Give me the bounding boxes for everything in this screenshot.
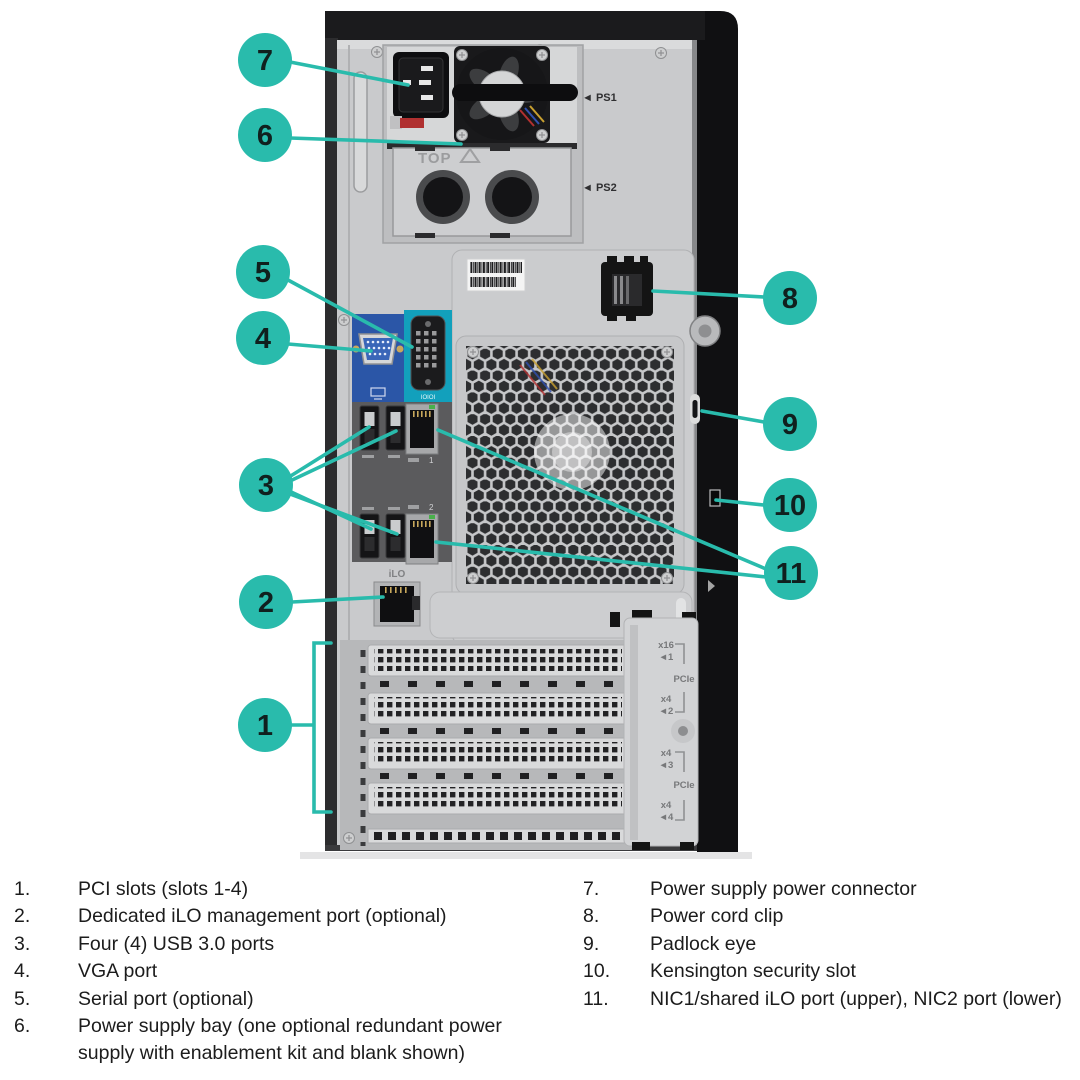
- pci-slot-blank: [368, 783, 628, 814]
- callout-2: [239, 575, 293, 629]
- pci-slot-blank: [368, 738, 628, 769]
- legend-item-9: [583, 931, 1080, 958]
- ilo-label: iLO: [388, 569, 406, 580]
- chassis-left-edge: [325, 38, 338, 848]
- panel-groove: [354, 72, 367, 192]
- legend-item-11: [583, 986, 1080, 1013]
- legend-num: 8.: [583, 905, 600, 928]
- legend-item-2: [14, 903, 534, 930]
- legend-item-3: [14, 931, 534, 958]
- network-icon: [408, 458, 419, 462]
- legend-item-10: [583, 958, 1080, 985]
- legend-item-8: [583, 903, 1080, 930]
- svg-text:9: 9: [781, 409, 799, 441]
- top-label: TOP: [418, 150, 452, 167]
- svg-text:5: 5: [254, 257, 272, 289]
- legend-num: 7.: [583, 878, 600, 900]
- legend-text: Power supply bay (one optional redundant power supply with enablement kit and blank shown): [78, 1015, 502, 1065]
- legend-item-4: [14, 958, 534, 985]
- psu-handle: [452, 84, 578, 101]
- legend-item-6: [14, 1013, 534, 1068]
- riser-pcie-lower: PCIe: [673, 780, 695, 791]
- legend-text: Power cord clip: [650, 905, 784, 928]
- callout-8: [763, 271, 817, 325]
- legend-num: 2.: [14, 905, 31, 928]
- screw: [339, 315, 350, 326]
- ps1-label: ◄ PS1: [582, 92, 617, 104]
- callout-7: [238, 33, 292, 87]
- callout-10: [763, 478, 817, 532]
- riser-slot1-num: ◄1: [658, 652, 674, 663]
- legend-num: 4.: [14, 960, 31, 983]
- legend-text: Kensington security slot: [650, 960, 856, 983]
- legend-item-5: [14, 986, 534, 1013]
- riser-slot3-num: ◄3: [658, 760, 674, 771]
- riser-slot2-num: ◄2: [658, 706, 674, 717]
- svg-text:8: 8: [781, 283, 799, 315]
- psu-latch: [400, 118, 424, 128]
- legend-text: PCI slots (slots 1-4): [78, 878, 249, 900]
- legend-text: Dedicated iLO management port (optional): [78, 905, 447, 928]
- network-icon: [408, 505, 419, 509]
- kensington-slot: [710, 490, 720, 506]
- legend-text: Serial port (optional): [78, 987, 254, 1010]
- screw: [372, 47, 383, 58]
- legend-num: 1.: [14, 878, 31, 900]
- legend-num: 10.: [583, 960, 611, 983]
- riser-pcie-upper: PCIe: [673, 674, 695, 685]
- legend-num: 5.: [14, 987, 31, 1010]
- svg-text:10: 10: [773, 490, 807, 522]
- svg-text:6: 6: [256, 120, 274, 152]
- legend-text: Four (4) USB 3.0 ports: [78, 932, 275, 955]
- usb-port: [386, 406, 405, 450]
- serial-number-barcode: [467, 259, 525, 291]
- serial-port: [404, 310, 452, 402]
- callout-11: [764, 546, 818, 600]
- riser-slot4-width: x4: [660, 800, 672, 811]
- svg-text:1: 1: [256, 710, 274, 742]
- svg-text:7: 7: [256, 45, 274, 77]
- legend-text: VGA port: [78, 960, 158, 983]
- power-supply-blank: [393, 145, 571, 238]
- legend-num: 3.: [14, 932, 31, 955]
- riser-slot4-num: ◄4: [658, 812, 674, 823]
- legend-text: Power supply power connector: [650, 878, 917, 900]
- padlock-eye: [690, 394, 700, 424]
- riser-slot1-width: x16: [658, 640, 674, 651]
- callout-1: [238, 698, 292, 752]
- usb-port: [386, 514, 405, 558]
- chassis-side-panel: [697, 11, 738, 852]
- svg-text:4: 4: [254, 323, 272, 355]
- power-cord-clip: [601, 256, 653, 321]
- callout-5: [236, 245, 290, 299]
- legend-num: 11.: [583, 987, 609, 1010]
- legend-right-column: [583, 876, 1080, 1013]
- svg-text:2: 2: [257, 587, 275, 619]
- legend-item-7: [583, 876, 1080, 903]
- legend-text: NIC1/shared iLO port (upper), NIC2 port (lower): [650, 987, 1062, 1010]
- riser-slot3-width: x4: [660, 748, 672, 759]
- callout-3: [239, 458, 293, 512]
- legend-text: Padlock eye: [650, 932, 757, 955]
- pci-slot-blank: [368, 693, 628, 724]
- pci-slot-blank: [368, 645, 628, 676]
- ps2-label: ◄ PS2: [582, 182, 617, 194]
- nic1-label: 1: [429, 456, 434, 465]
- chassis-shadow: [300, 852, 752, 859]
- callout-6: [238, 108, 292, 162]
- nic2-label: 2: [429, 503, 434, 512]
- svg-text:11: 11: [775, 558, 807, 590]
- riser-slot2-width: x4: [660, 694, 672, 705]
- serial-port-label: IOIOI: [420, 395, 436, 401]
- chassis-top-band: [325, 11, 705, 40]
- svg-text:3: 3: [257, 470, 275, 502]
- legend-num: 9.: [583, 932, 600, 955]
- pci-slot-area: [340, 640, 632, 850]
- callout-9: [763, 397, 817, 451]
- legend-left-column: [14, 876, 534, 1068]
- legend-num: 6.: [14, 1015, 31, 1038]
- legend-item-1: [14, 876, 534, 903]
- callout-4: [236, 311, 290, 365]
- screw: [656, 48, 667, 59]
